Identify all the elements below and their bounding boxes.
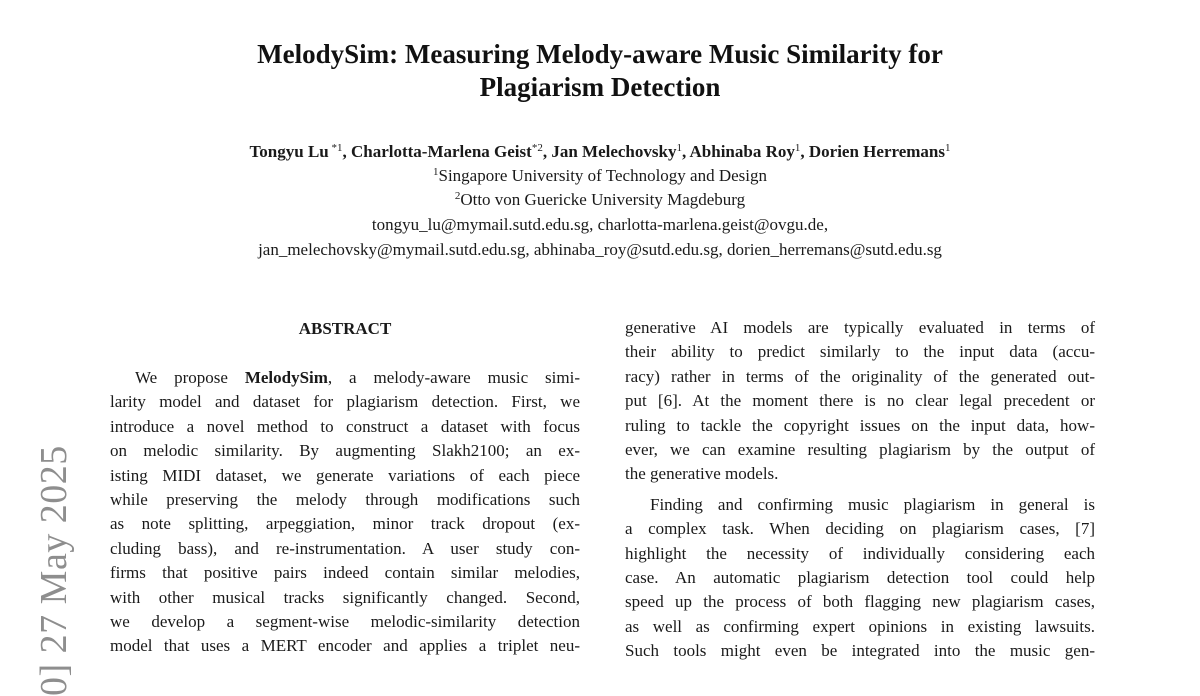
author-separator: , xyxy=(800,142,809,161)
abstract-line: on melodic similarity. By augmenting Slakh2100; an ex- xyxy=(110,441,580,461)
author-affil-mark: 1 xyxy=(676,142,682,154)
paper-title-line-1: MelodySim: Measuring Melody-aware Music Similarity for xyxy=(257,39,943,69)
author-name: Jan Melechovsky xyxy=(551,142,677,161)
author-name: Tongyu Lu xyxy=(249,142,329,161)
body-line: the generative models. xyxy=(625,464,779,484)
affiliation-mark: 1 xyxy=(432,166,439,178)
body-line: as well as confirming expert opinions in existing lawsuits. xyxy=(625,616,1095,636)
affiliation-1 xyxy=(0,165,1200,187)
abstract-first-line xyxy=(110,366,580,390)
abstract-line: larity model and dataset for plagiarism detection. First, we xyxy=(110,392,580,412)
affiliation-text: Singapore University of Technology and Design xyxy=(438,166,768,185)
abstract-line: we develop a segment-wise melodic-similarity detection xyxy=(110,612,580,632)
abstract-text: We propose xyxy=(135,368,245,387)
body-line: Such tools might even be integrated into the music gen- xyxy=(625,641,1095,661)
paper-title xyxy=(0,38,1200,104)
abstract-line: introduce a novel method to construct a dataset with focus xyxy=(110,416,580,436)
body-line: racy) rather in terms of the originality of the generated out- xyxy=(625,366,1095,386)
abstract-line: with other musical tracks significantly changed. Second, xyxy=(110,587,580,607)
body-line: speed up the process of both flagging new plagiarism cases, xyxy=(625,592,1095,612)
body-line: their ability to predict similarly to the input data (accu- xyxy=(625,342,1095,362)
body-line: generative AI models are typically evaluated in terms of xyxy=(625,318,1095,337)
intro-body xyxy=(625,316,1095,664)
body-line: case. An automatic plagiarism detection tool could help xyxy=(625,568,1095,588)
email-line-1: tongyu_lu@mymail.sutd.edu.sg, charlotta-marlena.geist@ovgu.de, xyxy=(371,215,829,234)
author-separator: , xyxy=(542,142,552,161)
body-line: Finding and confirming music plagiarism in general is xyxy=(650,494,1095,514)
abstract-line: firms that positive pairs indeed contain similar melodies, xyxy=(110,563,580,583)
author-affil-mark: *2 xyxy=(531,142,543,154)
author-name: Abhinaba Roy xyxy=(689,142,795,161)
body-line: ruling to tackle the copyright issues on the input data, how- xyxy=(625,415,1095,435)
model-name: MelodySim xyxy=(244,368,328,387)
abstract-body xyxy=(110,366,580,659)
abstract-line: isting MIDI dataset, we generate variations of each piece xyxy=(110,465,580,485)
author-affil-mark: 1 xyxy=(945,142,951,154)
author-separator: , xyxy=(342,142,351,161)
body-line: put [6]. At the moment there is no clear legal precedent or xyxy=(625,391,1095,411)
abstract-line: while preserving the melody through modifications such xyxy=(110,490,580,510)
abstract-heading: ABSTRACT xyxy=(298,319,392,338)
affiliation-2 xyxy=(0,189,1200,211)
arxiv-side-stamp: 0] 27 May 2025 xyxy=(33,445,75,696)
body-line: ever, we can examine resulting plagiarism by the output of xyxy=(625,440,1095,460)
body-line: highlight the necessity of individually considering each xyxy=(625,543,1095,563)
author-affil-mark: 1 xyxy=(794,142,801,154)
abstract-line: as note splitting, arpeggiation, minor track dropout (ex- xyxy=(110,514,580,534)
paper-title-line-2: Plagiarism Detection xyxy=(479,72,721,102)
author-affil-mark: *1 xyxy=(328,142,343,154)
abstract-text: , a melody-aware music simi- xyxy=(327,368,580,387)
affiliation-text: Otto von Guericke University Magdeburg xyxy=(460,190,746,209)
email-line-2: jan_melechovsky@mymail.sutd.edu.sg, abhinaba_roy@sutd.edu.sg, dorien_herremans@sutd.edu.sg xyxy=(258,240,942,259)
author-separator: , xyxy=(681,142,690,161)
abstract-line: cluding bass), and re-instrumentation. A user study con- xyxy=(110,538,580,558)
affiliation-mark: 2 xyxy=(454,190,461,202)
body-line: a complex task. When deciding on plagiarism cases, [7] xyxy=(625,519,1095,539)
abstract-line: model that uses a MERT encoder and applies a triplet neu- xyxy=(110,636,580,656)
author-list xyxy=(0,141,1200,163)
author-name: Charlotta-Marlena Geist xyxy=(350,142,532,161)
author-name: Dorien Herremans xyxy=(808,142,945,161)
